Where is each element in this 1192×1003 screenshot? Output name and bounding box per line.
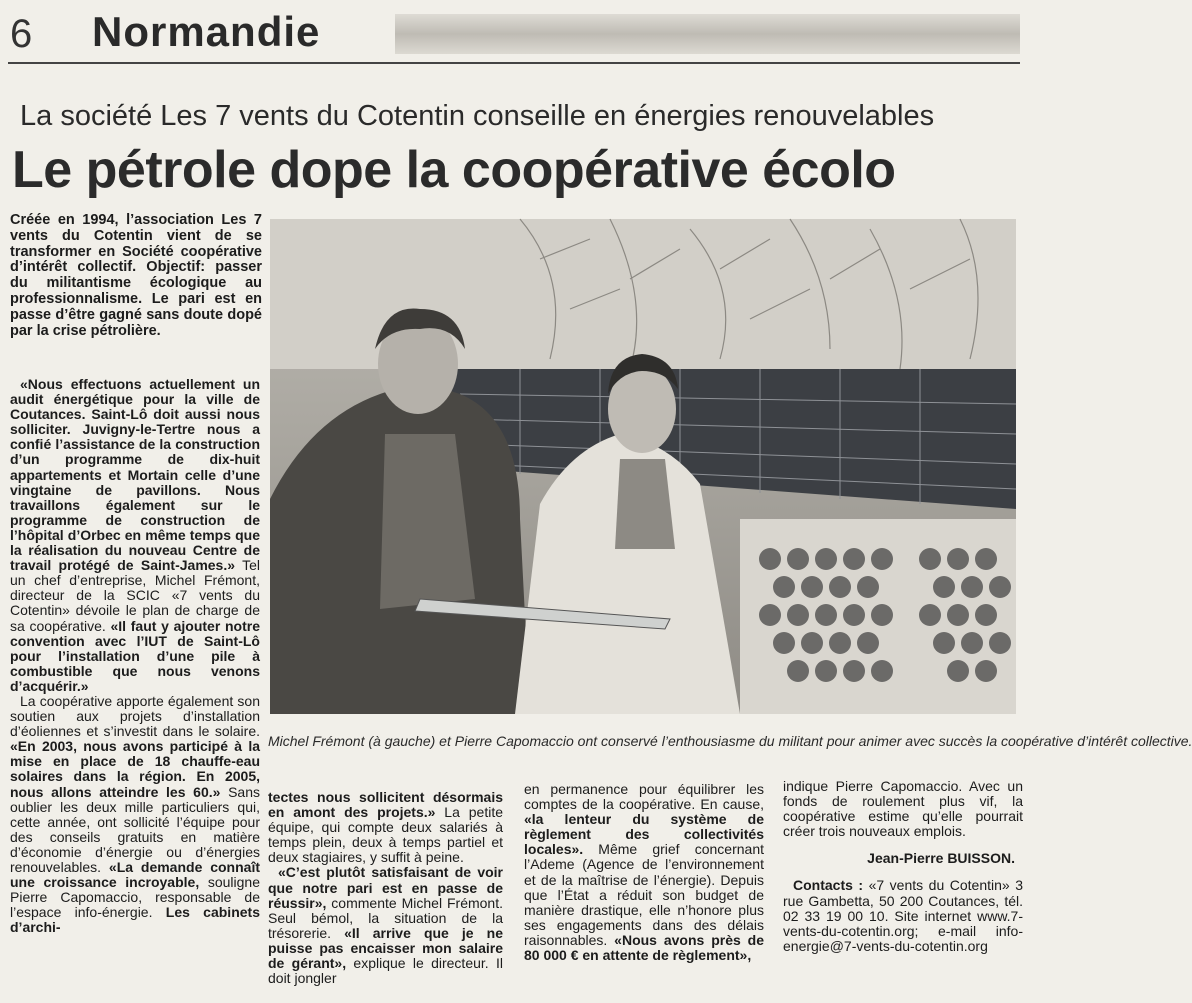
body-column-1: [10, 377, 260, 935]
text: explique le directeur. Il doit jongler: [268, 955, 503, 987]
paragraph: [10, 377, 260, 694]
text: indique Pierre Capomaccio. Avec un fonds de roulement plus vif, la coopérative estime qu’elle pourrait créer trois nouveaux emplois.: [783, 778, 1023, 840]
text: commente Michel Frémont. Seul bémol, la situation de la trésorerie.: [268, 894, 503, 941]
paragraph: [268, 865, 503, 986]
quote: «Nous effectuons actuellement un audit énergétique pour la ville de Coutances. Saint-Lô doit aussi nous solliciter. Juvigny-le-Tertre nous a confié l’assistance de la construction d’un programme de dix-huit appartements et Mortain celle d’une vingtaine de pavillons. Nous travaillons également sur le programme de construction de l’hôpital d’Orbec en même temps que la réalisation du nouveau Centre de travail protégé de Saint-James.»: [10, 376, 260, 574]
quote: «La demande connaît une croissance incroyable,: [10, 859, 260, 891]
quote: Les cabinets d’archi-: [10, 904, 260, 936]
text: La petite équipe, qui compte deux salariés à temps plein, deux à temps partiel et deux stagiaires, y suffit à peine.: [268, 804, 503, 866]
paragraph: [783, 779, 1023, 839]
solar-panel-array: [440, 369, 1016, 509]
quote: «Il faut y ajouter notre convention avec l’IUT de Saint-Lô pour l’installation d’une pile à combustible que nous venons d’acquérir.»: [10, 617, 261, 694]
paragraph: [268, 790, 503, 865]
quote: «En 2003, nous avons participé à la mise en place de 18 chauffe-eau solaires dans la région. En 2005, nous allons atteindre les 60.»: [10, 738, 260, 800]
header-texture-band: [395, 14, 1020, 54]
article-photo: [270, 219, 1016, 714]
text: souligne Pierre Capomaccio, responsable de l’espace info-énergie.: [10, 874, 260, 921]
person-right-shirt: [615, 459, 675, 549]
body-column-4: [783, 779, 1023, 954]
text: Tel un chef d’entreprise, Michel Frémont, directeur de la SCIC «7 vents du Cotentin» dévoile le plan de charge de sa coopérative.: [10, 557, 260, 634]
photo-illustration: [270, 219, 1016, 714]
paragraph: [524, 782, 764, 963]
article-headline: Le pétrole dope la coopérative écolo: [12, 141, 896, 199]
quote: «Il arrive que je ne puisse pas encaisser mon salaire de gérant»,: [268, 924, 503, 972]
contacts-text: «7 vents du Cotentin» 3 rue Gambetta, 50 200 Coutances, tél. 02 33 19 00 10. Site internet www.7-vents-du-cotentin.org; e-mail info-energie@7-vents-du-cotentin.org: [783, 877, 1023, 954]
quote: «la lenteur du système de règlement des collectivités locales».: [524, 811, 764, 858]
paragraph: [10, 694, 260, 936]
contacts-paragraph: [783, 878, 1023, 953]
page-number: 6: [10, 12, 33, 56]
text: La coopérative apporte également son soutien aux projets d’installation d’éoliennes et s’investit dans le solaire.: [10, 692, 260, 740]
article-lead: Créée en 1994, l’association Les 7 vents du Cotentin vient de se transformer en Société coopérative d’intérêt collectif. Objectif: passer du militantisme écologique au professionnalisme. Le pari est en passe d’être gagné sans doute dopé par la crise pétrolière.: [10, 212, 262, 339]
contacts-label: Contacts :: [793, 877, 864, 894]
text: Même grief concernant l’Ademe (Agence de l’environnement et de la maîtrise de l’énergie). Depuis que l’État a réduit son budget de manière drastique, elle n’honore plus ses engagements dans des délais raisonnables.: [524, 841, 764, 948]
text: en permanence pour équilibrer les comptes de la coopérative. En cause,: [524, 781, 764, 813]
article-kicker: La société Les 7 vents du Cotentin conseille en énergies renouvelables: [20, 100, 935, 132]
section-title: Normandie: [92, 8, 321, 55]
text: Sans oublier les deux mille particuliers qui, cette année, ont sollicité l’équipe pour des conseils gratuits en matière d’économie d’énergie ou d’énergies renouvelables.: [10, 783, 260, 875]
quote: «Nous avons près de 80 000 € en attente de règlement»,: [524, 931, 764, 964]
author-signature: Jean-Pierre BUISSON.: [867, 850, 1015, 867]
quote: tectes nous sollicitent désormais en amont des projets.»: [268, 789, 503, 821]
quote: «C’est plutôt satisfaisant de voir que notre pari est en passe de réussir»,: [268, 864, 503, 911]
photo-caption: Michel Frémont (à gauche) et Pierre Capomaccio ont conservé l’enthousiasme du militant pour animer avec succès la coopérative d’intérêt collective.: [268, 733, 1192, 749]
body-column-2: [268, 790, 503, 986]
body-column-3: [524, 782, 764, 963]
header-rule: [8, 62, 1020, 64]
